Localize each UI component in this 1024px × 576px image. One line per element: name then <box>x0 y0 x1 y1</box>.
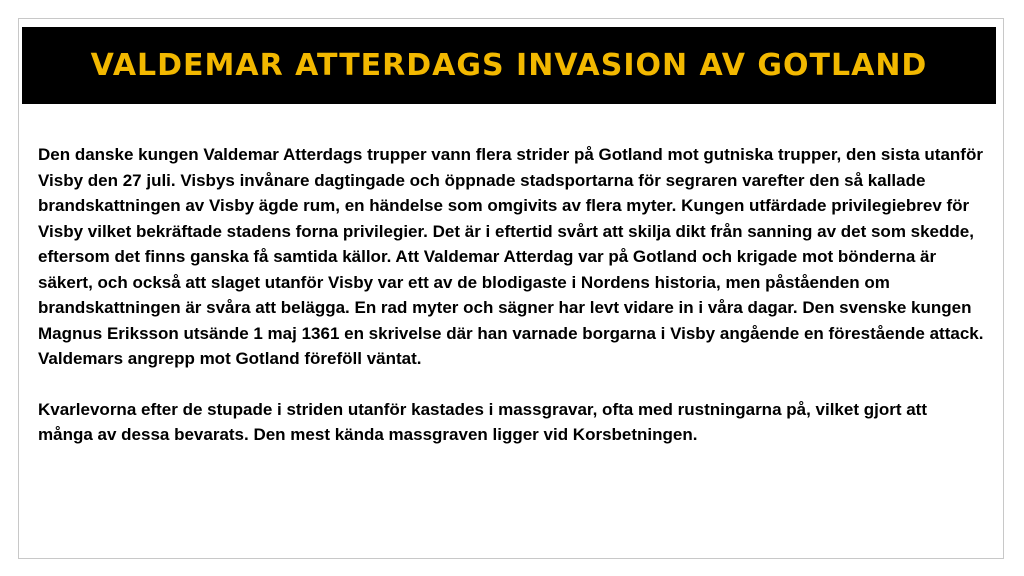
slide-title: VALDEMAR ATTERDAGS INVASION AV GOTLAND <box>90 48 928 83</box>
body-paragraph-2: Kvarlevorna efter de stupade i striden utanför kastades i massgravar, ofta med rustningarna på, vilket gjort att många av dessa bevarats. Den mest kända massgraven ligger vid Korsbetningen. <box>38 399 927 444</box>
slide-body <box>38 142 986 473</box>
title-bar <box>22 27 996 104</box>
body-paragraph-1: Den danske kungen Valdemar Atterdags trupper vann flera strider på Gotland mot gutniska trupper, den sista utanför Visby den 27 juli. Visbys invånare dagtingade och öppnade stadsportarna för segraren varefter den så kallade brandskattningen av Visby ägde rum, en händelse som omgivits av flera myter. Kungen utfärdade privilegiebrev för Visby vilket bekräftade stadens forna privilegier. Det är i eftertid svårt att skilja dikt från sanning av det som skedde, eftersom det finns ganska få samtida källor. Att Valdemar Atterdag var på Gotland och krigade mot bönderna är säkert, och också att slaget utanför Visby var ett av de blodigaste i Nordens historia, men påståenden om brandskattningen är svåra att belägga. En rad myter och sägner har levt vidare in i våra dagar. Den svenske kungen Magnus Eriksson utsände 1 maj 1361 en skrivelse där han varnade borgarna i Visby angående en förestående attack. Valdemars angrepp mot Gotland föreföll väntat. <box>38 145 984 368</box>
